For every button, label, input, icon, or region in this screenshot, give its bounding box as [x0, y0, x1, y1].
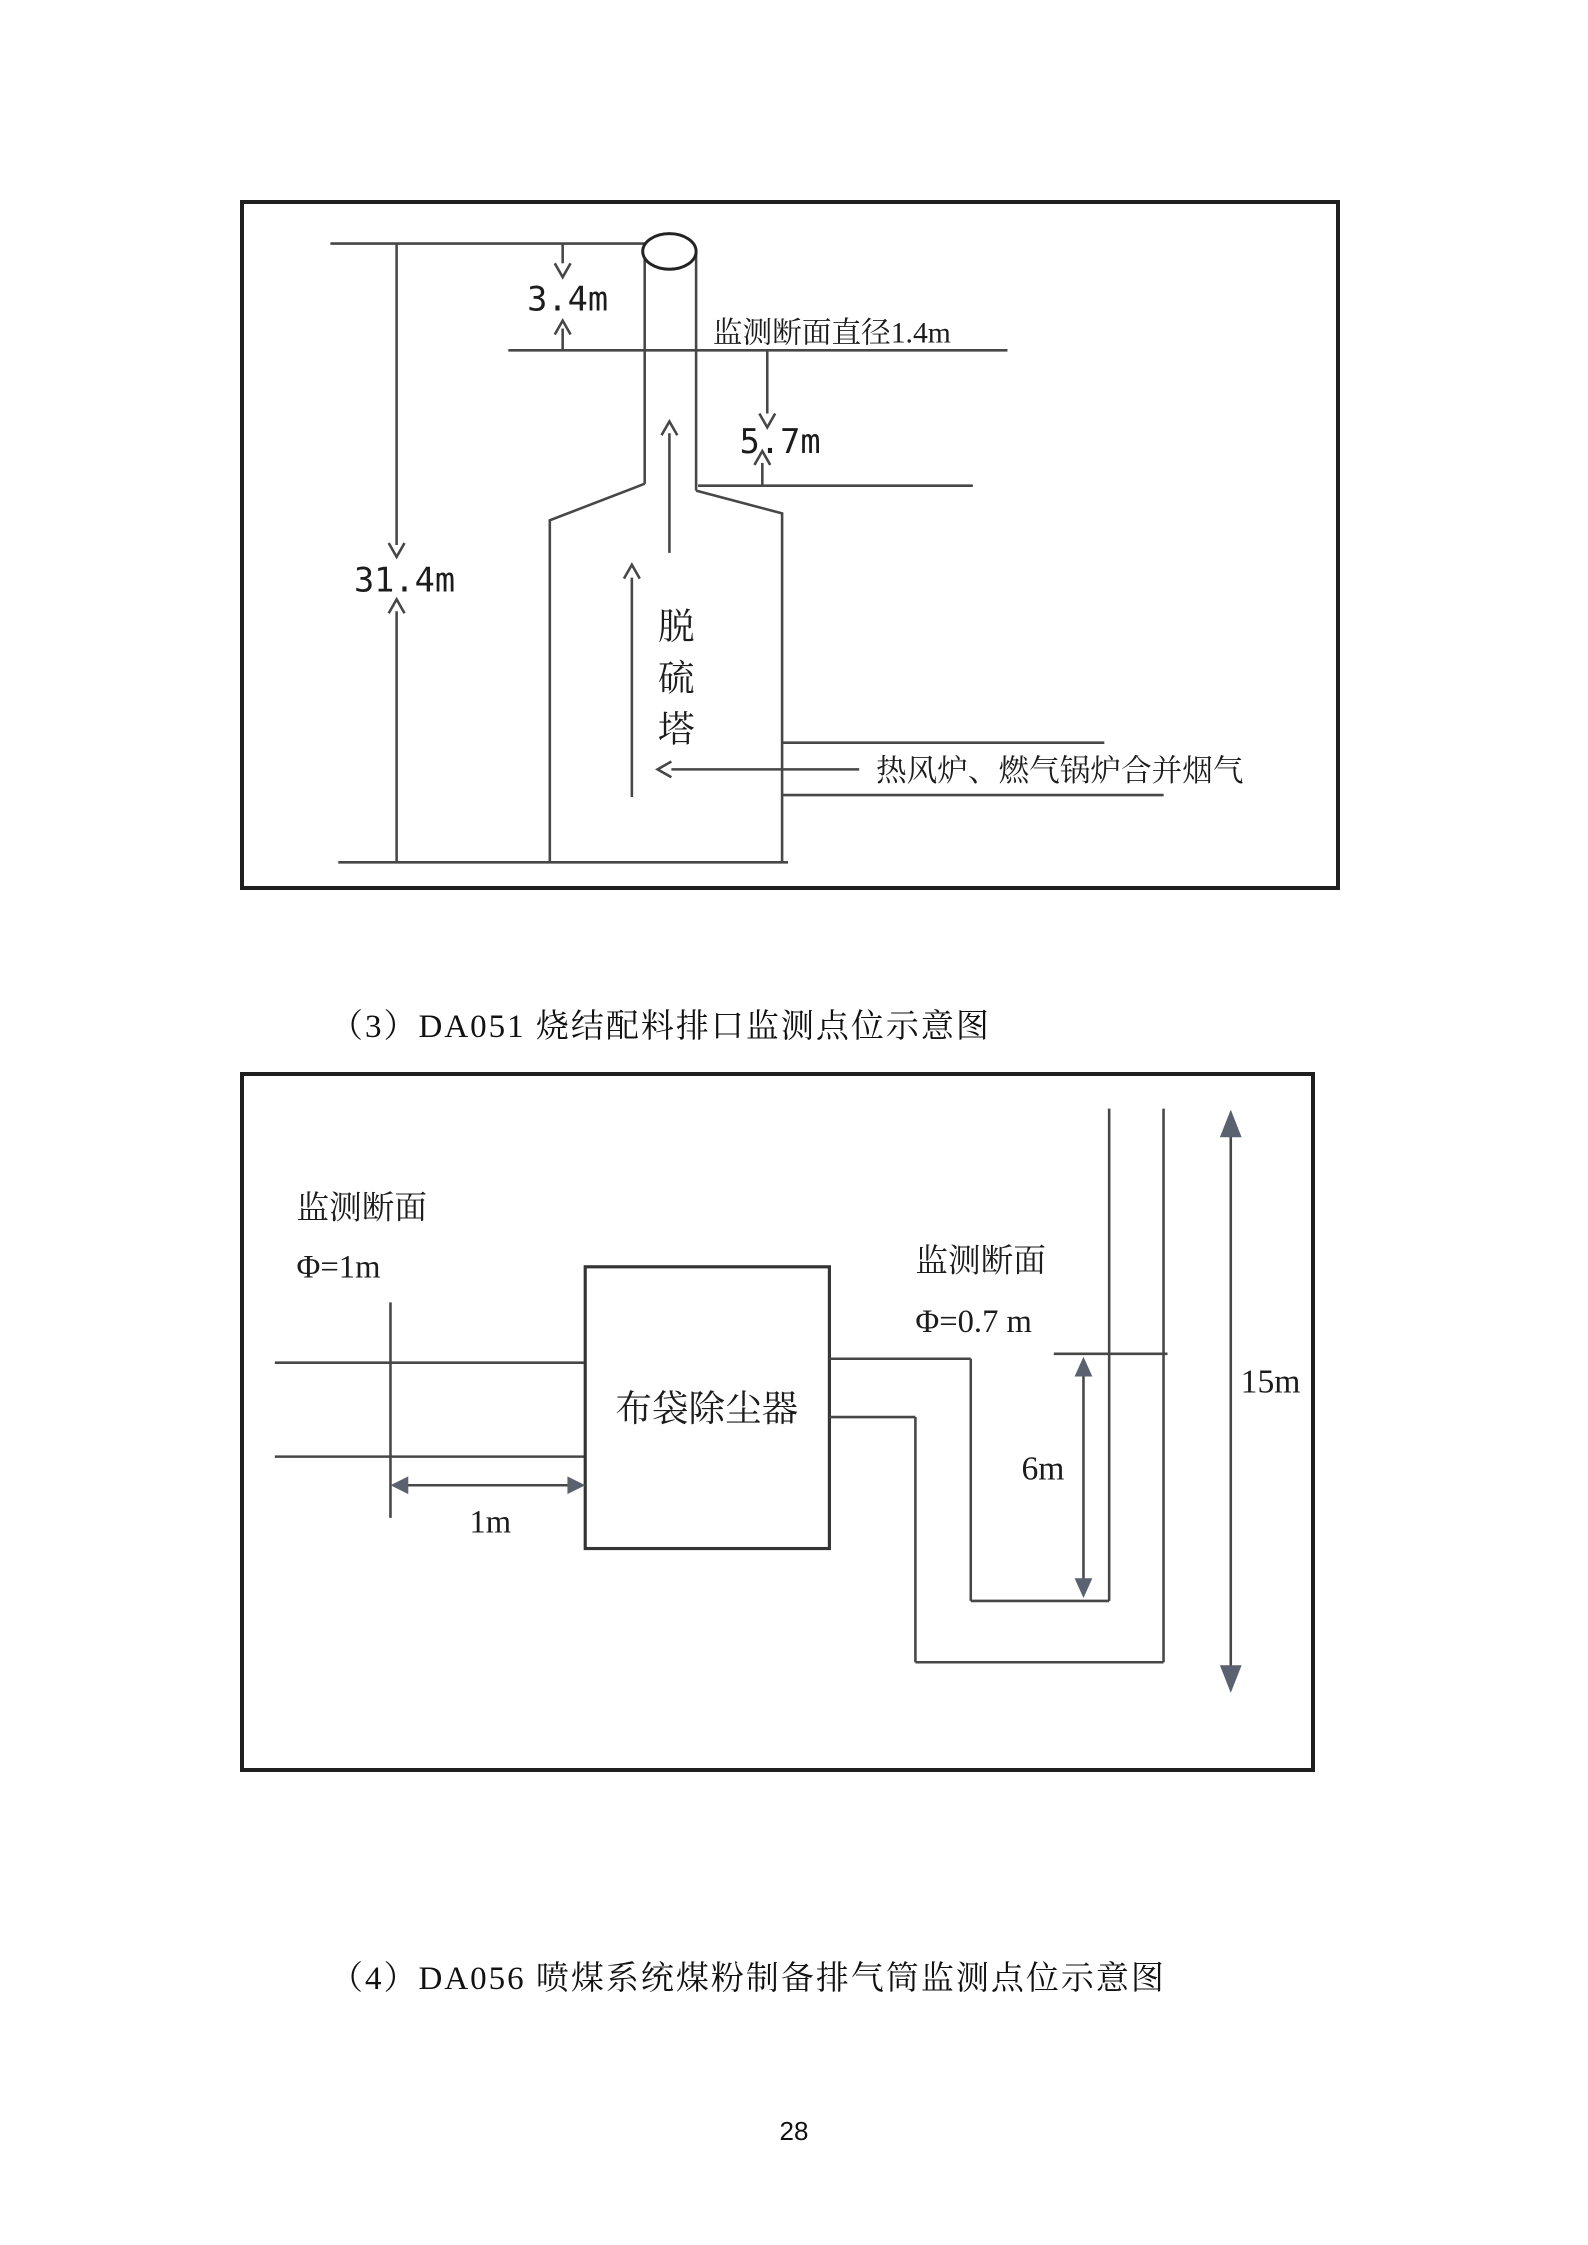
stack-top-opening [643, 234, 696, 270]
bag-filter-label: 布袋除尘器 [615, 1388, 799, 1430]
arrow-up-icon [1220, 1110, 1242, 1138]
arrow-left-icon [390, 1476, 408, 1494]
dim-stack-height-label: 15m [1240, 1363, 1301, 1401]
dim-inlet-offset-label: 1m [469, 1504, 512, 1541]
arrow-down-icon [555, 263, 571, 277]
left-section-diameter: Φ=1m [296, 1249, 381, 1286]
dim-total-height-label: 31.4m [353, 560, 456, 600]
monitoring-section-label: 监测断面直径1.4m [712, 317, 951, 350]
right-section-diameter: Φ=0.7 m [915, 1304, 1032, 1341]
page-number: 28 [779, 2116, 809, 2146]
left-section-title: 监测断面 [296, 1190, 428, 1227]
tower-label-char-2: 硫 [658, 657, 695, 699]
figure3-caption: （3）DA051 烧结配料排口监测点位示意图 [330, 1009, 991, 1045]
tower-left-wall [550, 484, 645, 863]
figure-bag-filter-stack [240, 1072, 1315, 1772]
arrow-left-icon [658, 761, 672, 777]
arrow-up-icon [624, 565, 640, 579]
inlet-label: 热风炉、燃气锅炉合并烟气 [875, 754, 1244, 789]
arrow-down-icon [389, 543, 405, 557]
right-section-title: 监测断面 [915, 1243, 1046, 1280]
tower-label-char-3: 塔 [658, 708, 695, 750]
tower-label-char-1: 脱 [658, 605, 695, 647]
dim-section-to-duct-label: 5.7m [739, 422, 821, 462]
tower-right-wall [696, 491, 782, 863]
figure4-caption: （4）DA056 喷煤系统煤粉制备排气筒监测点位示意图 [330, 1961, 1166, 1997]
arrow-down-icon [1220, 1665, 1242, 1693]
dim-top-to-section-label: 3.4m [527, 279, 609, 319]
arrow-up-icon [389, 599, 405, 613]
arrow-right-icon [567, 1476, 585, 1494]
figure-desulfurization-tower [240, 200, 1340, 890]
arrow-up-icon [662, 421, 678, 435]
arrow-up-icon [1075, 1357, 1093, 1377]
bag-filter-diagram-svg [244, 1076, 1311, 1768]
dim-outlet-drop-label: 6m [1021, 1450, 1065, 1488]
arrow-down-icon [1075, 1578, 1093, 1598]
tower-diagram-svg [244, 204, 1336, 886]
